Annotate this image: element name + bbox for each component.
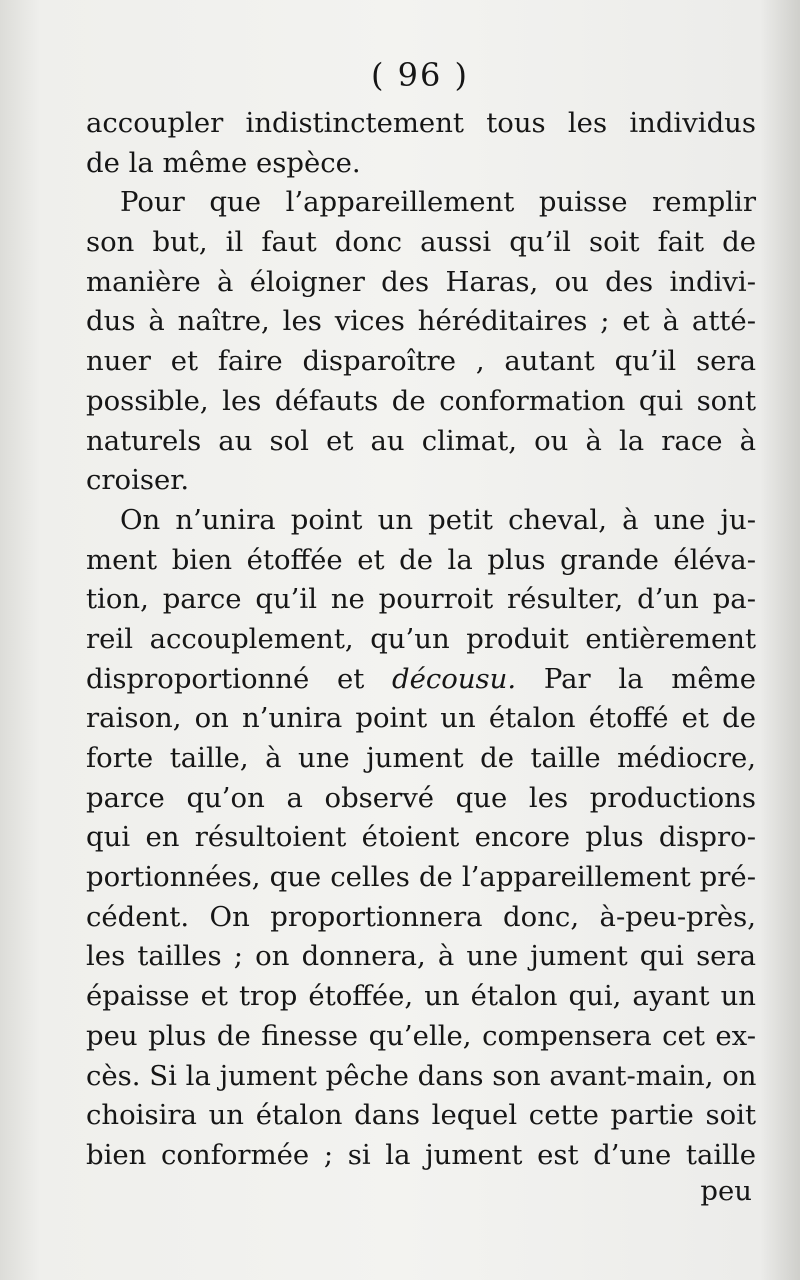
text-line: naturels au sol et au climat, ou à la race à: [86, 424, 756, 457]
text-line: de la même espèce.: [86, 146, 361, 179]
text-line: cès. Si la jument pêche dans son avant-main, on: [86, 1059, 757, 1092]
page-number: ( 96 ): [370, 56, 470, 94]
text-line: reil accouplement, qu’un produit entièrement: [86, 622, 756, 655]
text-line: les tailles ; on donnera, à une jument qui sera: [86, 940, 756, 973]
text-line: son but, il faut donc aussi qu’il soit fait de: [86, 226, 756, 259]
text-line: peu plus de finesse qu’elle, compensera cet ex-: [86, 1019, 756, 1052]
text-line: Pour que l’appareillement puisse remplir: [120, 186, 756, 219]
text-line: possible, les défauts de conformation qui sont: [86, 384, 756, 417]
italic-word: décousu.: [392, 662, 517, 695]
text-line: dus à naître, les vices héréditaires ; et à atté-: [86, 305, 756, 338]
text-line: bien conformée ; si la jument est d’une taille: [86, 1138, 756, 1171]
text-line: ment bien étoffée et de la plus grande éléva-: [86, 543, 756, 576]
text-line: forte taille, à une jument de taille médiocre,: [86, 742, 756, 774]
text-line: qui en résultoient étoient encore plus dispro-: [86, 821, 756, 854]
text-line: raison, on n’unira point un étalon étoffé et de: [86, 702, 756, 735]
catchword: peu: [700, 1175, 752, 1207]
text-line: croiser.: [86, 464, 190, 497]
text-line: nuer et faire disparoître , autant qu’il sera: [86, 345, 756, 378]
text-line: manière à éloigner des Haras, ou des indivi-: [86, 265, 756, 298]
body-text: [86, 104, 756, 1176]
text-line: accoupler indistinctement tous les individus: [86, 107, 756, 139]
text-line: disproportionné et décousu. Par la même: [86, 662, 756, 695]
text-line: On n’unira point un petit cheval, à une ju-: [120, 503, 756, 536]
text-line: tion, parce qu’il ne pourroit résulter, d’un pa-: [86, 583, 756, 616]
text-line: choisira un étalon dans lequel cette partie soit: [86, 1099, 756, 1132]
text-line: parce qu’on a observé que les productions: [86, 781, 756, 814]
text-line: cédent. On proportionnera donc, à-peu-près,: [86, 900, 756, 933]
text-line: épaisse et trop étoffée, un étalon qui, ayant un: [86, 980, 756, 1013]
text-line: portionnées, que celles de l’appareillement pré-: [86, 861, 756, 894]
